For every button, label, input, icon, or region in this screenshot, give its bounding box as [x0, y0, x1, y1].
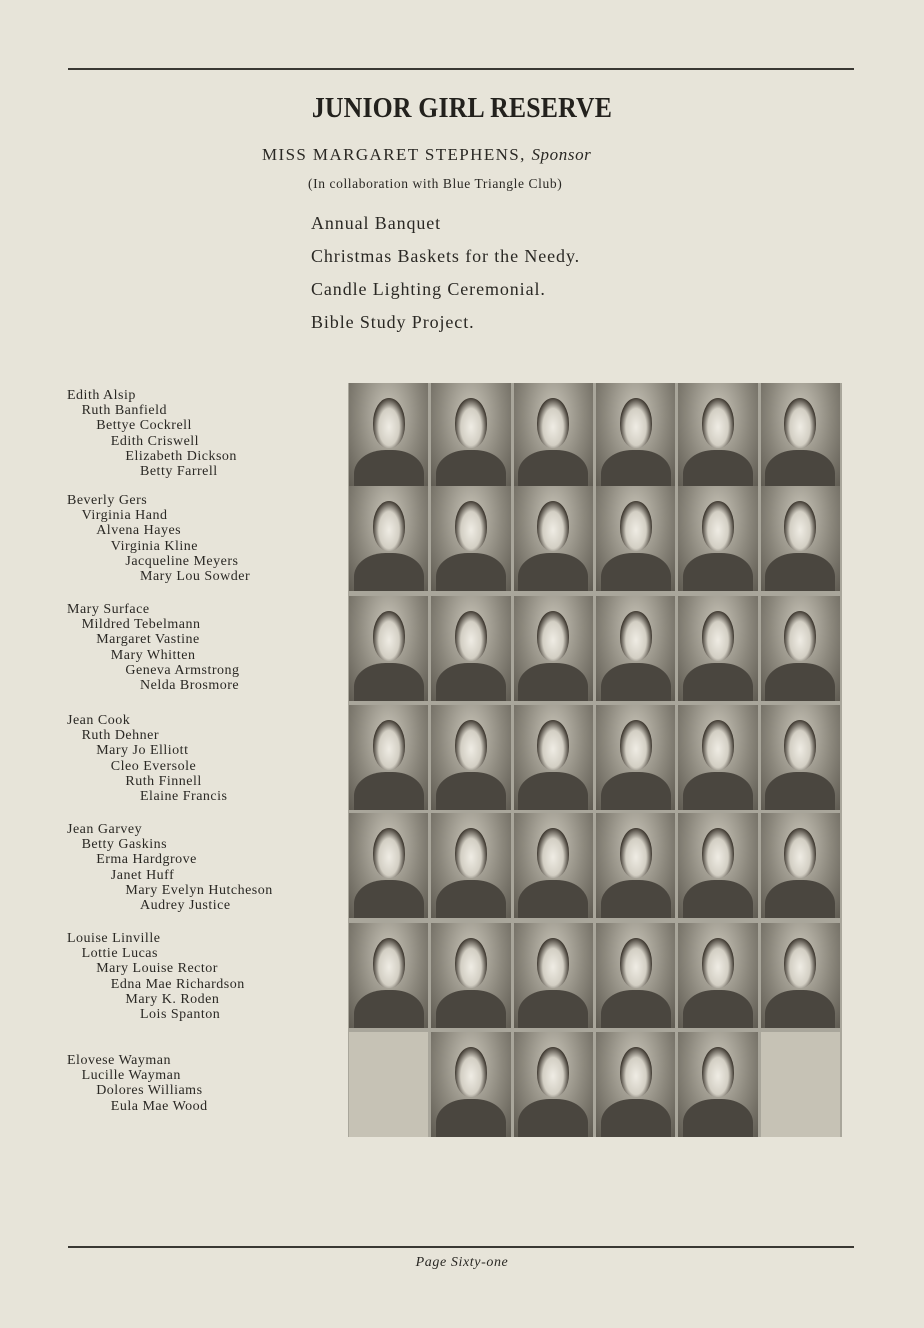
- student-portrait: [678, 383, 757, 488]
- member-name: Ruth Banfield: [81, 403, 168, 419]
- student-portrait: [678, 486, 757, 591]
- portrait-shoulders: [601, 990, 671, 1028]
- student-portrait: [349, 383, 428, 488]
- member-name: Elovese Wayman: [67, 1053, 171, 1068]
- student-portrait: [431, 486, 510, 591]
- member-name: Audrey Justice: [140, 898, 231, 913]
- member-name: Elizabeth Dickson: [125, 448, 237, 464]
- portrait-shoulders: [518, 880, 588, 918]
- member-name: Mildred Tebelmann: [81, 617, 201, 633]
- portrait-shoulders: [354, 450, 424, 488]
- portrait-head: [702, 1047, 734, 1097]
- portrait-head: [537, 828, 569, 878]
- student-portrait: [678, 923, 757, 1028]
- portrait-head: [373, 828, 405, 878]
- portrait-head: [784, 828, 816, 878]
- student-portrait: [431, 923, 510, 1028]
- portrait-head: [784, 501, 816, 551]
- portrait-head: [455, 501, 487, 551]
- portrait-head: [620, 398, 652, 448]
- portrait-shoulders: [765, 772, 835, 810]
- student-portrait: [761, 923, 840, 1028]
- member-name: Lois Spanton: [140, 1007, 221, 1022]
- bottom-rule: [68, 1246, 854, 1248]
- member-name: Edna Mae Richardson: [110, 976, 245, 992]
- portrait-head: [537, 1047, 569, 1097]
- activities-list: [311, 210, 580, 342]
- portrait-head: [620, 720, 652, 770]
- member-name: Erma Hardgrove: [96, 852, 197, 868]
- portrait-shoulders: [765, 450, 835, 488]
- sponsor-role: Sponsor: [531, 145, 592, 164]
- member-name: Betty Farrell: [140, 464, 218, 479]
- student-portrait: [514, 486, 593, 591]
- portrait-shoulders: [436, 553, 506, 591]
- member-name: Mary Jo Elliott: [96, 743, 189, 759]
- portrait-head: [784, 938, 816, 988]
- portrait-head: [702, 501, 734, 551]
- member-name: Alvena Hayes: [96, 523, 182, 539]
- portrait-head: [537, 501, 569, 551]
- portrait-shoulders: [354, 553, 424, 591]
- portrait-shoulders: [601, 553, 671, 591]
- activity-item: Candle Lighting Ceremonial.: [311, 279, 546, 299]
- student-portrait: [761, 486, 840, 591]
- portrait-shoulders: [683, 553, 753, 591]
- member-name: Elaine Francis: [140, 789, 228, 804]
- portrait-head: [702, 720, 734, 770]
- member-name: Eula Mae Wood: [110, 1098, 208, 1114]
- portrait-shoulders: [518, 772, 588, 810]
- portrait-head: [784, 398, 816, 448]
- portrait-head: [373, 720, 405, 770]
- student-portrait: [349, 486, 428, 591]
- member-name: Beverly Gers: [67, 493, 148, 508]
- member-name: Janet Huff: [110, 867, 175, 883]
- student-portrait: [349, 596, 428, 701]
- activity-item: Bible Study Project.: [311, 312, 475, 332]
- member-name: Cleo Eversole: [110, 758, 197, 774]
- portrait-shoulders: [518, 1099, 588, 1137]
- portrait-head: [702, 938, 734, 988]
- portrait-shoulders: [601, 663, 671, 701]
- student-portrait: [761, 383, 840, 488]
- portrait-shoulders: [436, 663, 506, 701]
- student-portrait: [514, 813, 593, 918]
- student-portrait: [596, 705, 675, 810]
- member-name: Jacqueline Meyers: [125, 553, 239, 569]
- student-portrait: [514, 383, 593, 488]
- portrait-head: [455, 1047, 487, 1097]
- student-portrait: [514, 1032, 593, 1137]
- member-name: Jean Cook: [67, 713, 131, 728]
- portrait-shoulders: [436, 880, 506, 918]
- student-portrait: [514, 596, 593, 701]
- member-name: Mary Louise Rector: [96, 961, 218, 977]
- portrait-shoulders: [601, 772, 671, 810]
- portrait-head: [620, 611, 652, 661]
- portrait-shoulders: [683, 772, 753, 810]
- member-name: Virginia Hand: [81, 508, 168, 524]
- portrait-shoulders: [765, 880, 835, 918]
- student-portrait: [514, 705, 593, 810]
- portrait-shoulders: [683, 880, 753, 918]
- portrait-shoulders: [765, 663, 835, 701]
- student-portrait: [514, 923, 593, 1028]
- student-portrait: [349, 923, 428, 1028]
- student-portrait: [596, 383, 675, 488]
- portrait-shoulders: [518, 553, 588, 591]
- sponsor-line: [262, 145, 591, 165]
- portrait-head: [373, 398, 405, 448]
- member-name: Edith Alsip: [67, 388, 136, 403]
- page-number: Page Sixty-one: [415, 1255, 509, 1270]
- portrait-shoulders: [436, 772, 506, 810]
- photo-grid: [348, 383, 842, 1137]
- member-name: Mary Surface: [67, 602, 150, 617]
- student-portrait: [761, 596, 840, 701]
- portrait-head: [702, 611, 734, 661]
- portrait-head: [702, 398, 734, 448]
- portrait-head: [784, 720, 816, 770]
- portrait-shoulders: [354, 990, 424, 1028]
- member-name: Geneva Armstrong: [125, 662, 240, 678]
- portrait-shoulders: [683, 450, 753, 488]
- student-portrait: [349, 813, 428, 918]
- student-portrait: [678, 1032, 757, 1137]
- portrait-head: [373, 501, 405, 551]
- member-name: Betty Gaskins: [81, 837, 168, 853]
- student-portrait: [431, 813, 510, 918]
- student-portrait: [431, 705, 510, 810]
- member-name: Mary Lou Sowder: [140, 569, 251, 584]
- top-rule: [68, 68, 854, 70]
- member-name: Jean Garvey: [67, 822, 143, 837]
- portrait-shoulders: [436, 450, 506, 488]
- activity-item: Annual Banquet: [311, 213, 442, 233]
- member-name: Bettye Cockrell: [96, 418, 192, 434]
- sponsor-name: MISS MARGARET STEPHENS,: [262, 145, 526, 164]
- portrait-head: [784, 611, 816, 661]
- portrait-head: [455, 828, 487, 878]
- portrait-head: [620, 938, 652, 988]
- member-name: Mary K. Roden: [125, 991, 220, 1007]
- student-portrait: [678, 813, 757, 918]
- portrait-head: [537, 398, 569, 448]
- student-portrait: [596, 596, 675, 701]
- portrait-shoulders: [518, 663, 588, 701]
- student-portrait: [761, 813, 840, 918]
- portrait-head: [373, 611, 405, 661]
- portrait-shoulders: [436, 990, 506, 1028]
- member-name: Louise Linville: [67, 931, 161, 946]
- student-portrait: [431, 596, 510, 701]
- member-name: Edith Criswell: [110, 433, 200, 449]
- member-name: Mary Whitten: [110, 647, 196, 663]
- member-name: Dolores Williams: [96, 1083, 203, 1099]
- portrait-shoulders: [683, 663, 753, 701]
- empty-photo-cell: [761, 1032, 840, 1137]
- portrait-shoulders: [436, 1099, 506, 1137]
- student-portrait: [596, 1032, 675, 1137]
- portrait-shoulders: [601, 1099, 671, 1137]
- student-portrait: [596, 813, 675, 918]
- member-name: Lottie Lucas: [81, 946, 158, 962]
- activity-item: Christmas Baskets for the Needy.: [311, 246, 581, 266]
- student-portrait: [431, 1032, 510, 1137]
- portrait-head: [702, 828, 734, 878]
- portrait-head: [373, 938, 405, 988]
- portrait-head: [620, 828, 652, 878]
- student-portrait: [678, 705, 757, 810]
- portrait-shoulders: [518, 450, 588, 488]
- portrait-head: [537, 938, 569, 988]
- student-portrait: [349, 705, 428, 810]
- collaboration-note: (In collaboration with Blue Triangle Club): [308, 176, 563, 191]
- member-name: Ruth Finnell: [125, 773, 202, 789]
- member-name: Lucille Wayman: [81, 1068, 181, 1084]
- student-portrait: [596, 923, 675, 1028]
- portrait-shoulders: [354, 663, 424, 701]
- portrait-shoulders: [765, 553, 835, 591]
- empty-photo-cell: [349, 1032, 428, 1137]
- portrait-head: [620, 501, 652, 551]
- member-name: Virginia Kline: [110, 538, 198, 554]
- portrait-shoulders: [765, 990, 835, 1028]
- portrait-head: [455, 938, 487, 988]
- student-portrait: [431, 383, 510, 488]
- member-name: Margaret Vastine: [96, 632, 200, 648]
- student-portrait: [761, 705, 840, 810]
- portrait-head: [455, 398, 487, 448]
- portrait-shoulders: [601, 880, 671, 918]
- student-portrait: [678, 596, 757, 701]
- member-name: Mary Evelyn Hutcheson: [125, 882, 273, 898]
- portrait-shoulders: [683, 1099, 753, 1137]
- member-name: Ruth Dehner: [81, 728, 160, 744]
- portrait-head: [537, 720, 569, 770]
- portrait-head: [455, 611, 487, 661]
- portrait-shoulders: [683, 990, 753, 1028]
- portrait-head: [537, 611, 569, 661]
- portrait-shoulders: [518, 990, 588, 1028]
- portrait-shoulders: [354, 880, 424, 918]
- page-title: JUNIOR GIRL RESERVE: [311, 93, 613, 124]
- portrait-head: [455, 720, 487, 770]
- portrait-shoulders: [354, 772, 424, 810]
- portrait-head: [620, 1047, 652, 1097]
- member-name: Nelda Brosmore: [140, 678, 240, 693]
- student-portrait: [596, 486, 675, 591]
- portrait-shoulders: [601, 450, 671, 488]
